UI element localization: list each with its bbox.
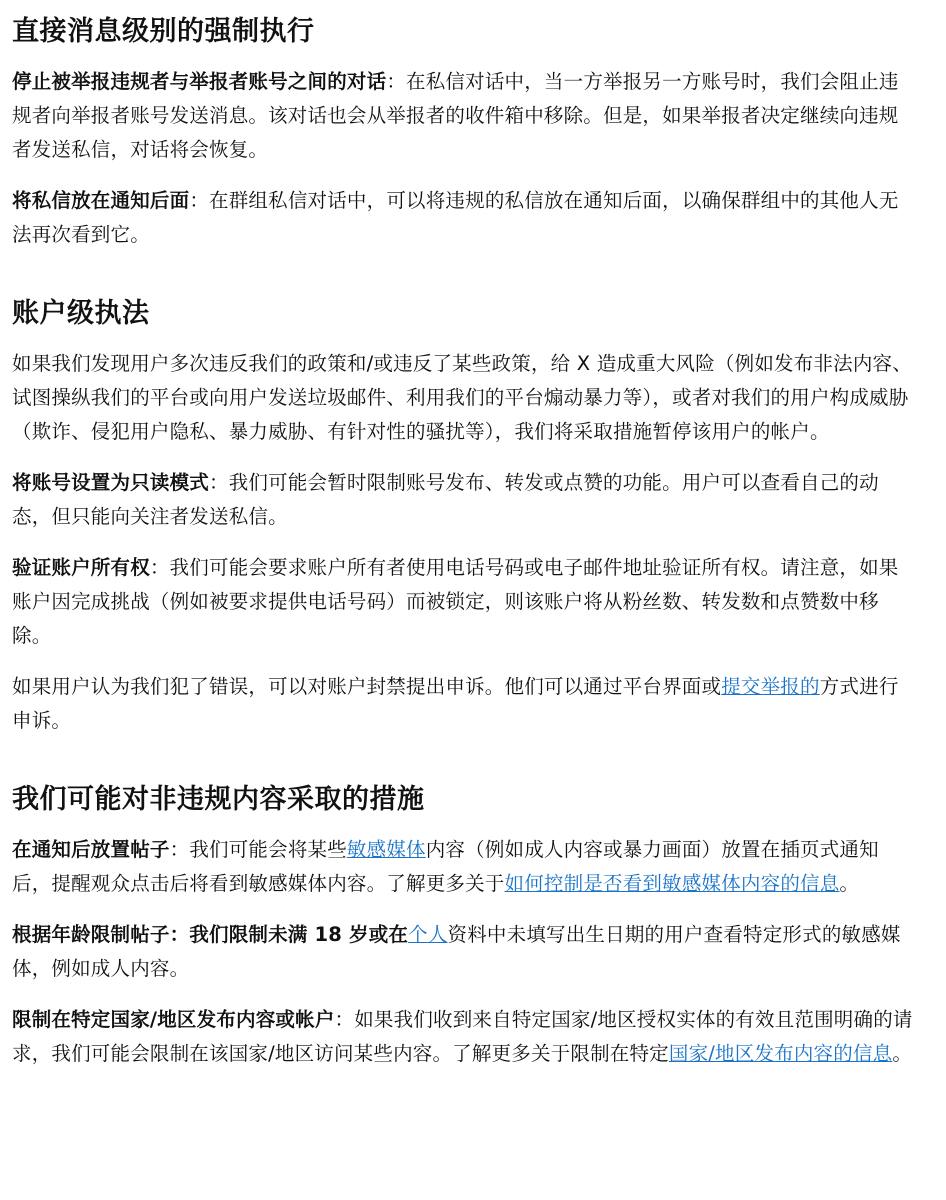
- paragraph-text: 在私信对话中，当一方举报另一方账号时，我们会阻止违规者向举报者账号发送消息。该对话也会从举报者的收件箱中移除。但是，如果举报者决定继续向违规者发送私信，对话将会恢复。: [12, 70, 899, 162]
- paragraph-country-withheld: [12, 1003, 916, 1071]
- separator: ：: [386, 70, 407, 94]
- term: 将账号设置为只读模式: [12, 471, 210, 495]
- term: 限制在特定国家/地区发布内容或帐户: [12, 1008, 335, 1032]
- paragraph-text: 我们可能会暂时限制账号发布、转发或点赞的功能。用户可以查看自己的动态，但只能向关注者发送私信。: [12, 471, 879, 529]
- paragraph-suspension: [12, 347, 916, 449]
- section-title: 账户级执法: [12, 298, 150, 330]
- paragraph-read-only: [12, 466, 916, 534]
- paragraph-verify-ownership: [12, 551, 916, 653]
- term: 停止被举报违规者与举报者账号之间的对话: [12, 70, 387, 94]
- paragraph-text-tail: 方式进行申诉。: [12, 675, 899, 733]
- paragraph-text: 我们可能会要求账户所有者使用电话号码或电子邮件地址验证所有权。请注意，如果账户因完成挑战（例如被要求提供电话号码）而被锁定，则该账户将从粉丝数、转发数和点赞数中移除。: [12, 556, 899, 648]
- separator: ：: [189, 189, 210, 213]
- paragraph-appeal: [12, 670, 916, 738]
- section-account-enforcement: [12, 296, 916, 738]
- submit-report-link[interactable]: 提交举报的: [721, 675, 820, 699]
- separator: ：: [209, 471, 229, 495]
- country-withheld-link[interactable]: 国家/地区发布内容的信息: [668, 1042, 893, 1066]
- paragraph-text-end: 。: [839, 872, 860, 896]
- paragraph-text-tail: 。: [892, 1042, 913, 1066]
- paragraph-text-tail: 资料中未填写出生日期的用户查看特定形式的敏感媒体，例如成人内容。: [12, 923, 901, 981]
- section-dm-enforcement: [12, 14, 916, 252]
- paragraph-post-behind-notice: [12, 833, 916, 901]
- paragraph-age-restrict: [12, 918, 916, 986]
- paragraph-dm-behind-notice: [12, 184, 916, 252]
- sensitive-media-link[interactable]: 敏感媒体: [346, 838, 426, 862]
- separator: ：: [149, 556, 170, 580]
- term: 根据年龄限制帖子：我们限制未满 18 岁或在: [12, 923, 409, 947]
- paragraph-text: 如果我们收到来自特定国家/地区授权实体的有效且范围明确的请求，我们可能会限制在该国家/地区访问某些内容。了解更多关于限制在特定: [12, 1008, 913, 1066]
- paragraph-text: 如果用户认为我们犯了错误，可以对账户封禁提出申诉。他们可以通过平台界面或: [12, 675, 722, 699]
- term: 将私信放在通知后面: [12, 189, 190, 213]
- paragraph-text: 如果我们发现用户多次违反我们的政策和/或违反了某些政策，给 X 造成重大风险（例如发布非法内容、试图操纵我们的平台或向用户发送垃圾邮件、利用我们的平台煽动暴力等），或者对我们的用户构成威胁（欺诈、侵犯用户隐私、暴力威胁、有针对性的骚扰等），我们将采取措施暂停该用户的帐户。: [12, 352, 912, 444]
- paragraph-text-tail: 内容（例如成人内容或暴力画面）放置在插页式通知后，提醒观众点击后将看到敏感媒体内容。了解更多关于: [12, 838, 879, 896]
- paragraph-text: 我们可能会将某些: [189, 838, 347, 862]
- control-sensitive-media-link[interactable]: 如何控制是否看到敏感媒体内容的信息: [504, 872, 840, 896]
- section-non-violating-content: [12, 782, 916, 1071]
- separator: ：: [334, 1008, 355, 1032]
- section-title: 直接消息级别的强制执行: [12, 16, 315, 47]
- paragraph-text: 在群组私信对话中，可以将违规的私信放在通知后面，以确保群组中的其他人无法再次看到它。: [12, 189, 899, 247]
- term: 在通知后放置帖子: [12, 838, 170, 862]
- term: 验证账户所有权: [12, 556, 150, 580]
- profile-link[interactable]: 个人: [408, 923, 448, 947]
- separator: ：: [169, 838, 190, 862]
- section-title: 我们可能对非违规内容采取的措施: [12, 784, 425, 816]
- paragraph-stop-conversation: [12, 65, 916, 167]
